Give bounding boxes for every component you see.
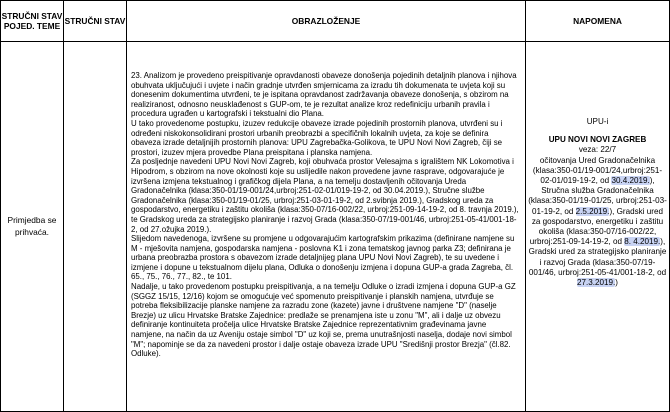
highlighted-date: 30.4.2019.	[611, 176, 650, 186]
obrazlozenje-paragraph: Za posljednje navedeni UPU Novi Novi Zagreb, koji obuhvaća prostor Velesajma s igralištem NK Lokomotiva i Hipodrom, s obzirom na nove okolnosti koje su uslijedile nakon provedene javne rasprave, odgovarajuće je izvršena izmjena tekstualnog i grafičkog dijela Plana, a na temelju dostavljenih očitovanja Ureda Gradonačelnika (klasa:350-01/19-001/24,urbroj:251-02-01/019-19-2, od 30.04.2019.), Stručne službe Gradonačelnika (klasa:350-01/19-01/25, urbroj:251-03-01-19-2, od 2.svibnja 2019.), Gradskog ureda za gospodarstvo, energetiku i zaštitu okoliša (klasa:350-07/16-002/22, urbroj:251-09-14-19-2, od 8. travnja 2019.), te Gradskog ureda za strategijsko planiranje i razvoj Grada (klasa:350-07/19-001/46, urbroj:251-05-41/001-18-2, od 27.ožujka 2019.).	[131, 157, 519, 234]
napomena-text: očitovanja Ured Gradonačelnika (klasa:350-01/19-001/24,urbroj:251-02-01/019-19-2, od	[532, 155, 663, 186]
napomena-text: ), Stručna služba Gradonačelnika (klasa:350-01/19-01/25, urbroj:251-03-01-19-2, od	[528, 176, 667, 216]
napomena-veza: veza: 22/7	[578, 145, 617, 155]
header-strucni-stav-pojed-teme: STRUČNI STAV POJED. TEME	[1, 1, 64, 42]
highlighted-date: 2.5.2019.	[575, 206, 610, 216]
obrazlozenje-paragraph: U tako provedenome postupku, izuzev redukcije obaveze izrade pojedinih prostornih planova, utvrđeni su i određeni niskokonsolidirani prostori urbanih preobrazbi a specifičnih lokalnih uvjeta, za koje se definira obaveza izrade detaljnijih prostornih planova: UPU Zagrebačka-Golikova, te UPU Novi Novi Zagreb, čiji se prostori, izuzev mjera provedbe Plana preispitana i planska namjena.	[131, 118, 503, 157]
header-strucni-stav: STRUČNI STAV	[64, 1, 127, 42]
obrazlozenje-paragraph: 23. Analizom je provedeno preispitivanje opravdanosti obaveze donošenja pojedinih detaljnih planova i njihova obuhvata uključujući i uvjete i način gradnje utvrđen smjernicama za izradu tih dokumenata te uvjeta koji su donesenim dokumentima utvrđeni, te je ispitana opravdanost zadržavanja obaveze donošenja, s obzirom na realiziranost, odnosno neusklađenost s GUP-om, te je rezultat analize kroz redefiniciju urbanih pravila i procedura ugrađen u kartografski i tekstualni dio Plana.	[131, 71, 517, 119]
table-row	[1, 42, 670, 412]
napomena-title: UPU NOVI NOVI ZAGREB	[548, 135, 647, 145]
highlighted-date: 27.3.2019.	[577, 278, 616, 288]
napomena-text: ), Gradski ured za strategijsko planiranje i razvoj Grada (klasa:350-07/19-001/46, urbroj:251-05-41/001-18-2, od	[528, 237, 667, 277]
highlighted-date: 8. 4.2019.	[624, 237, 661, 247]
obrazlozenje-paragraph: Nadalje, u tako provedenom postupku preispitivanja, a na temelju Odluke o izradi izmjena i dopuna GUP-a GZ (SGGZ 15/15, 12/16) kojom se omogućuje već spomenuto preispitivanje i planskih namjena, utvrđuje se potreba fleksibilizacije planske namjene za razradu zone (kazete) javne i društvene namjene "D" (naselje Brezje) uz ulicu Hrvatske Bratske Zajednice: predlaže se prenamjena iste u zonu "M", ali i dalje uz obvezu definiranje kontinuiteta pročelja ulice Hrvatske Bratske Zajednice reprezentativnim građevinama javne namjene, na način da uz Aveniju ostaje simbol "D" uz koji se, prema unutrašnjosti naselja, dodaje novi simbol "M"; napominje se da za navedeni prostor i dalje ostaje obaveza izrade UPU "Središnji prostor Brezja" (čl.82. Odluke).	[131, 282, 516, 359]
napomena-text: )	[615, 278, 618, 288]
status-text: Primjedba se prihvaća.	[7, 215, 57, 237]
header-napomena: NAPOMENA	[526, 1, 670, 42]
napomena-upu-label: UPU-i	[586, 117, 609, 126]
header-row	[1, 1, 670, 42]
status-cell	[1, 42, 64, 412]
napomena-text: ), Gradski ured za gospodarstvo, energetiku i zaštitu okoliša (klasa:350-07/16-002/22, urbroj:251-09-14-19-2, od	[529, 206, 664, 247]
obrazlozenje-cell	[127, 42, 526, 412]
obrazlozenje-paragraph: Slijedom navedenoga, izvršene su promjene u odgovarajućim kartografskim prikazima (definirane namjene su M - mješovita namjena, gospodarska namjena - poslovna K1 i zona tematskog javnog parka Z3; definirana je urbana preobrazba prostora s obavezom izrade detaljnijeg plana UPU Novi Novi Zagreb), te su uvedene i izmjene i dopune u tekstualnom dijelu plana, Odluka o donošenju izmjena i dopuna GUP-a grada Zagreba, čl. 65., 75., 76., 77., 82., te 101.	[131, 234, 515, 282]
strucni-stav-cell	[64, 42, 127, 412]
napomena-cell	[526, 42, 670, 412]
napomena-body	[528, 156, 667, 289]
header-obrazlozenje: OBRAZLOŽENJE	[127, 1, 526, 42]
